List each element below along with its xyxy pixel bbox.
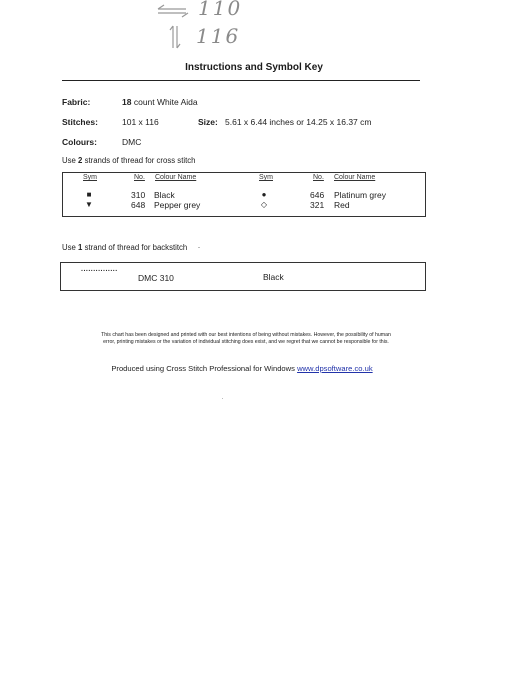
diamond-icon: ◇	[260, 200, 268, 209]
produced-by-text: Produced using Cross Stitch Professional for Windows	[111, 364, 295, 373]
handwritten-116: 116	[196, 24, 241, 48]
header-name-left: Colour Name	[155, 174, 197, 181]
scan-speck	[222, 398, 223, 399]
handwritten-110: 110	[198, 0, 243, 20]
disclaimer	[60, 332, 432, 346]
solid-square-icon: ■	[86, 190, 92, 199]
row-no: 310	[131, 190, 146, 200]
produced-by	[0, 364, 484, 373]
fabric-count: 18	[122, 97, 132, 107]
scan-speck	[198, 247, 200, 248]
stitches-value: 101 x 116	[122, 117, 159, 127]
symbol-key-table	[62, 172, 426, 217]
header-no-left: No.	[134, 174, 145, 181]
website-link[interactable]: www.dpsoftware.co.uk	[297, 364, 373, 373]
row-colour-name: Red	[334, 200, 350, 210]
row-no: 321	[310, 200, 325, 210]
cross-stitch-note	[62, 156, 196, 165]
row-no: 646	[310, 190, 325, 200]
cross-stitch-strand-count: 2	[78, 156, 83, 165]
disclaimer-line-1: This chart has been designed and printed with our best intentions of being without mistakes. However, the possibility of human	[101, 332, 391, 338]
fabric-value	[122, 97, 198, 107]
disclaimer-line-2: error, printing mistakes or the variation of individual stitching does exist, and we regret that we cannot be responsible for this.	[103, 339, 389, 345]
backstitch-key-table	[60, 262, 426, 291]
stitches-label: Stitches:	[62, 117, 98, 127]
double-arrow-vertical-icon	[168, 24, 182, 50]
cross-stitch-note-suffix: strands of thread for cross stitch	[84, 156, 196, 165]
backstitch-line-sample: ...............	[81, 266, 118, 273]
handwritten-notes	[150, 0, 290, 52]
backstitch-code: DMC 310	[138, 273, 174, 283]
row-colour-name: Pepper grey	[154, 200, 201, 210]
size-label: Size:	[198, 117, 218, 127]
backstitch-strand-count: 1	[78, 243, 83, 252]
header-name-right: Colour Name	[334, 174, 376, 181]
colours-value: DMC	[122, 137, 142, 147]
row-no: 648	[131, 200, 146, 210]
row-colour-name: Black	[154, 190, 175, 200]
backstitch-note-suffix: strand of thread for backstitch	[84, 243, 188, 252]
double-arrow-horizontal-icon	[156, 4, 190, 18]
fabric-label: Fabric:	[62, 97, 91, 107]
backstitch-note	[62, 243, 187, 252]
down-triangle-icon: ▼	[85, 200, 93, 209]
backstitch-note-prefix: Use	[62, 243, 76, 252]
solid-circle-icon: ●	[261, 190, 267, 199]
size-value: 5.61 x 6.44 inches or 14.25 x 16.37 cm	[225, 117, 372, 127]
header-no-right: No.	[313, 174, 324, 181]
row-colour-name: Platinum grey	[334, 190, 386, 200]
fabric-type: count White Aida	[133, 97, 198, 107]
cross-stitch-note-prefix: Use	[62, 156, 76, 165]
header-sym-left: Sym	[83, 174, 97, 181]
colours-label: Colours:	[62, 137, 97, 147]
page-title: Instructions and Symbol Key	[185, 62, 323, 73]
title-divider	[62, 80, 420, 81]
backstitch-colour-name: Black	[263, 272, 284, 282]
header-sym-right: Sym	[259, 174, 273, 181]
